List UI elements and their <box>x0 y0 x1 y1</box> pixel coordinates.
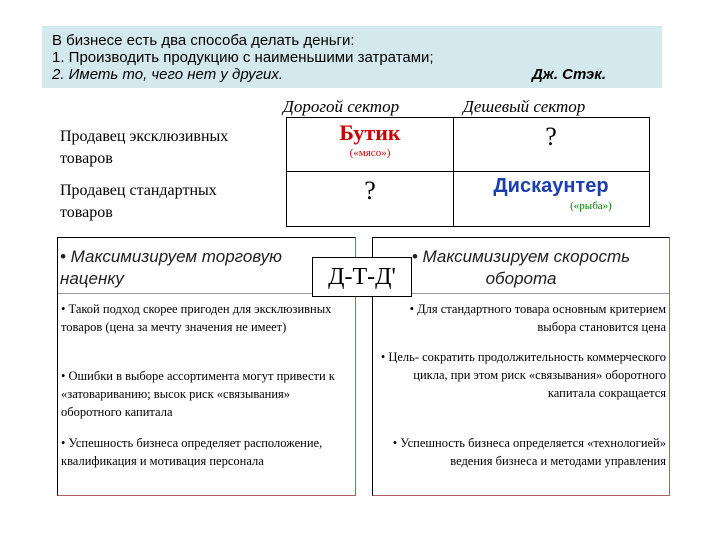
turnover-strategy-panel <box>372 237 670 496</box>
quote-line-2: 1. Производить продукцию с наименьшими затратами; <box>52 49 434 66</box>
row-label-standard: Продавец стандартных товаров <box>60 182 217 221</box>
turnover-point-3: • Успешность бизнеса определяется «технологией» ведения бизнеса и методами управления <box>392 436 666 468</box>
margin-point-2: • Ошибки в выборе ассортимента могут привести к «затовариванию; высок риск «связывания» оборотного капитала <box>61 369 335 419</box>
formula-box: Д-Т-Д' <box>312 257 412 297</box>
boutique-note: («мясо») <box>349 147 391 159</box>
sector-matrix <box>286 117 650 227</box>
cell-discounter <box>453 173 649 213</box>
discounter-note: («рыба») <box>570 200 612 212</box>
margin-point-1: • Такой подход скорее пригоден для эксклюзивных товаров (цена за мечту значения не имеет) <box>61 302 332 334</box>
quote-author: Дж. Стэк. <box>531 66 606 83</box>
quote-box <box>42 26 662 88</box>
turnover-strategy-title: • Максимизируем скорость оборота <box>411 247 631 288</box>
quote-line-3: 2. Иметь то, чего нет у других. <box>52 66 284 83</box>
cell-question-top: ? <box>545 122 557 151</box>
turnover-point-2: • Цель- сократить продолжительность коммерческого цикла, при этом риск «связывания» оборотного капитала сокращается <box>380 350 666 400</box>
cell-boutique <box>287 120 453 160</box>
margin-strategy-title: • Максимизируем торговую наценку <box>60 247 282 288</box>
sector-cheap-label: Дешевый сектор <box>463 97 586 116</box>
row-label-exclusive: Продавец эксклюзивных товаров <box>60 128 229 167</box>
turnover-point-1: • Для стандартного товара основным критерием выбора становится цена <box>409 302 666 334</box>
matrix-divider-horizontal <box>287 171 649 172</box>
margin-point-3: • Успешность бизнеса определяет расположение, квалификация и мотивация персонала <box>61 436 323 468</box>
cell-question-bottom: ? <box>364 176 376 205</box>
panel-divider <box>58 293 355 294</box>
panel-divider <box>373 293 669 294</box>
discounter-label: Дискаунтер <box>493 175 609 197</box>
sector-expensive-label: Дорогой сектор <box>283 97 400 116</box>
quote-line-1: В бизнесе есть два способа делать деньги: <box>52 32 355 49</box>
boutique-label: Бутик <box>339 120 401 145</box>
